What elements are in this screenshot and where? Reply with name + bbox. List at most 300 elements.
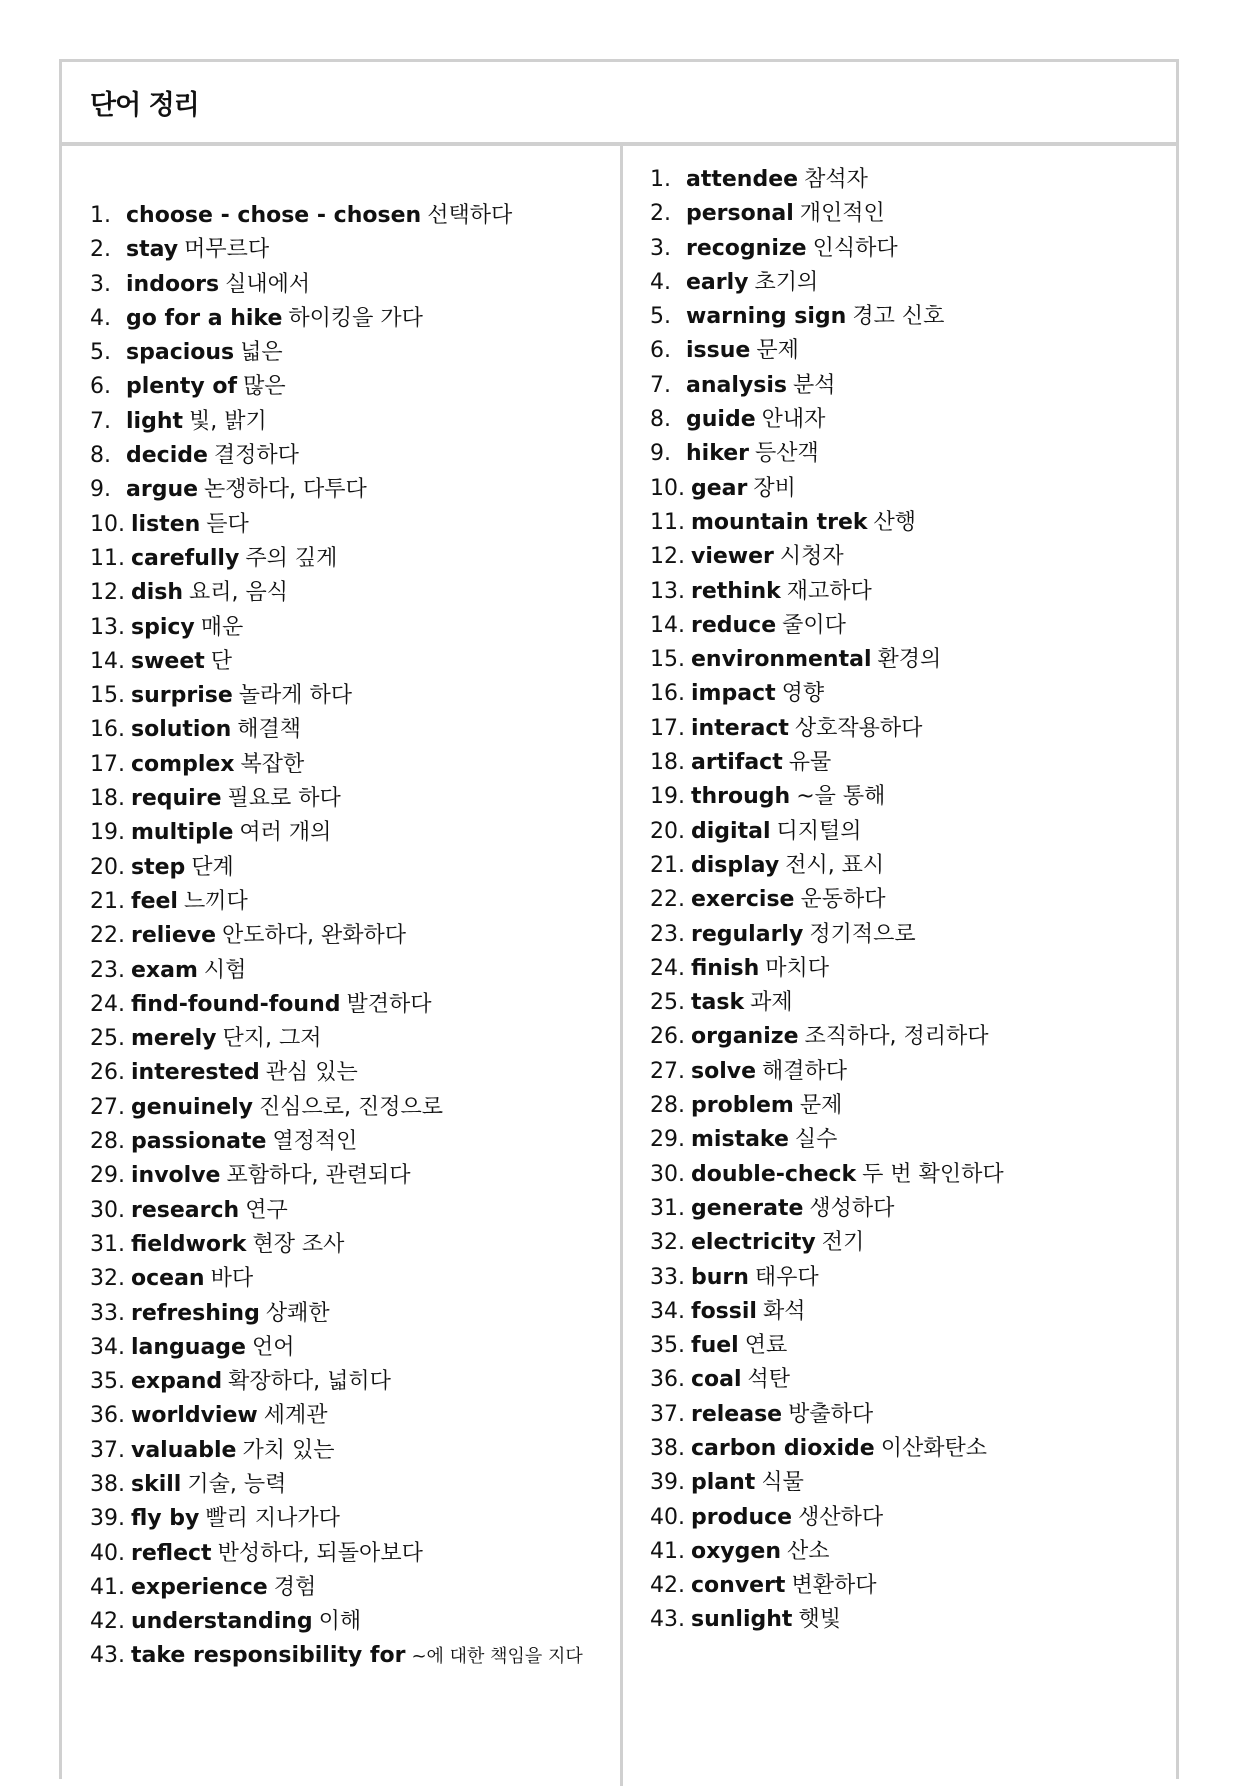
vocab-term: electricity — [691, 1230, 816, 1256]
vocab-meaning: 기술, 능력 — [187, 1471, 287, 1497]
vocab-meaning: 듣다 — [206, 511, 249, 537]
vocab-item — [90, 1399, 583, 1433]
vocab-meaning: 영향 — [781, 681, 825, 707]
vocab-number: 29. — [90, 1163, 125, 1189]
vocab-item — [90, 233, 583, 267]
vocab-term: through — [691, 784, 791, 810]
vocabulary-columns — [62, 146, 1176, 1786]
vocab-term: complex — [131, 751, 235, 777]
vocab-meaning: 진심으로, 진정으로 — [259, 1094, 444, 1120]
vocab-meaning: 인식하다 — [812, 235, 898, 261]
vocab-term: ocean — [131, 1266, 205, 1292]
vocab-item — [650, 1329, 1004, 1363]
vocab-meaning: 경험 — [273, 1574, 317, 1600]
vocab-item — [650, 952, 1004, 986]
vocab-item — [650, 986, 1004, 1020]
vocab-item — [650, 1501, 1004, 1535]
vocab-term: produce — [691, 1504, 793, 1530]
vocab-meaning: 경고 신호 — [852, 304, 945, 330]
vocab-meaning: 시험 — [203, 957, 247, 983]
vocab-term: generate — [691, 1195, 804, 1221]
title-bar — [62, 62, 1176, 146]
vocab-meaning: 초기의 — [754, 269, 819, 295]
vocab-item — [650, 712, 1004, 746]
vocab-term: finish — [691, 955, 760, 981]
vocab-number: 41. — [90, 1574, 125, 1600]
vocabulary-list-left — [90, 199, 583, 1674]
vocab-meaning: 열정적인 — [272, 1129, 358, 1155]
vocab-term: fossil — [691, 1298, 757, 1324]
vocab-item — [90, 199, 583, 233]
vocab-term: solve — [691, 1058, 757, 1084]
vocab-item — [90, 473, 583, 507]
vocab-number: 25. — [90, 1026, 125, 1052]
vocab-number: 36. — [90, 1403, 125, 1429]
vocab-number: 1. — [90, 203, 111, 228]
vocab-number: 40. — [650, 1504, 685, 1530]
vocab-meaning: 전기 — [821, 1230, 865, 1256]
vocab-number: 14. — [650, 612, 685, 638]
vocab-term: experience — [131, 1574, 268, 1600]
vocab-meaning: 연구 — [245, 1197, 288, 1223]
vocab-meaning: ~을 통해 — [796, 784, 886, 810]
vocab-meaning: 해결하다 — [762, 1058, 848, 1084]
vocab-term: recognize — [686, 235, 807, 261]
vocab-term: take responsibility for — [131, 1643, 406, 1669]
vocab-number: 23. — [650, 921, 685, 947]
vocab-term: valuable — [131, 1437, 237, 1463]
vocab-number: 31. — [650, 1195, 685, 1221]
vocab-item — [650, 163, 1004, 197]
vocab-number: 26. — [90, 1060, 125, 1086]
vocab-number: 20. — [650, 818, 685, 844]
vocab-item — [90, 919, 583, 953]
vocab-term: fly by — [131, 1506, 200, 1532]
vocab-meaning: 넓은 — [240, 340, 283, 366]
vocab-term: release — [691, 1401, 783, 1427]
vocab-number: 40. — [90, 1540, 125, 1566]
vocab-item — [90, 1434, 583, 1468]
vocab-item — [90, 302, 583, 336]
vocab-number: 10. — [90, 511, 125, 537]
vocab-meaning: ~에 대한 책임을 지다 — [411, 1646, 583, 1668]
vocab-number: 5. — [650, 304, 671, 330]
vocab-item — [650, 780, 1004, 814]
vocab-item — [90, 679, 583, 713]
vocab-term: personal — [686, 201, 794, 227]
vocab-meaning: 햇빛 — [798, 1607, 841, 1633]
vocab-meaning: 식물 — [761, 1470, 804, 1496]
vocab-term: argue — [126, 477, 199, 503]
vocab-item — [650, 746, 1004, 780]
vocab-number: 30. — [90, 1197, 125, 1223]
vocab-term: skill — [131, 1471, 182, 1497]
vocab-meaning: 문제 — [756, 338, 799, 364]
vocab-item — [650, 1089, 1004, 1123]
vocab-item — [90, 1331, 583, 1365]
vocab-meaning: 변환하다 — [791, 1573, 877, 1599]
vocab-meaning: 참석자 — [804, 167, 868, 192]
vocab-item — [90, 1571, 583, 1605]
vocab-meaning: 많은 — [243, 374, 286, 400]
vocab-number: 35. — [90, 1369, 125, 1395]
vocab-term: digital — [691, 818, 771, 844]
vocab-meaning: 안내자 — [761, 407, 826, 433]
vocab-number: 4. — [650, 269, 671, 295]
vocab-number: 29. — [650, 1127, 685, 1153]
vocab-meaning: 하이킹을 가다 — [288, 305, 423, 331]
vocab-meaning: 단계 — [191, 854, 234, 880]
vocab-number: 2. — [650, 201, 671, 227]
vocab-item — [650, 883, 1004, 917]
vocab-number: 38. — [90, 1471, 125, 1497]
vocab-item — [90, 1365, 583, 1399]
vocab-meaning: 언어 — [251, 1334, 295, 1360]
vocab-term: impact — [691, 681, 776, 707]
vocab-number: 24. — [650, 955, 685, 981]
vocab-number: 34. — [650, 1298, 685, 1324]
vocab-number: 17. — [650, 715, 685, 741]
vocab-item — [90, 1022, 583, 1056]
vocab-meaning: 디지털의 — [776, 818, 862, 844]
vocab-term: interested — [131, 1060, 260, 1086]
vocab-item — [90, 405, 583, 439]
vocab-term: issue — [686, 338, 751, 364]
vocab-meaning: 방출하다 — [788, 1401, 874, 1427]
vocab-term: surprise — [131, 683, 233, 709]
vocab-item — [90, 713, 583, 747]
vocab-term: interact — [691, 715, 789, 741]
vocab-meaning: 확장하다, 넓히다 — [228, 1369, 391, 1395]
vocab-term: feel — [131, 888, 178, 914]
vocab-meaning: 상호작용하다 — [794, 715, 923, 741]
vocab-number: 7. — [650, 372, 671, 398]
vocab-number: 9. — [90, 477, 111, 503]
vocab-term: understanding — [131, 1609, 313, 1635]
vocab-number: 33. — [650, 1264, 685, 1290]
vocab-number: 37. — [90, 1437, 125, 1463]
vocab-term: require — [131, 786, 222, 812]
vocab-meaning: 전시, 표시 — [785, 852, 885, 878]
vocab-item — [90, 439, 583, 473]
vocab-term: spacious — [126, 340, 235, 366]
vocab-number: 6. — [650, 338, 671, 364]
vocab-meaning: 문제 — [799, 1093, 843, 1119]
vocab-meaning: 유물 — [788, 750, 832, 776]
vocab-term: reduce — [691, 612, 777, 638]
vocab-item — [650, 300, 1004, 334]
vocab-number: 13. — [650, 578, 685, 604]
vocab-term: gear — [691, 475, 748, 501]
vocab-item — [90, 851, 583, 885]
vocab-number: 18. — [90, 786, 125, 812]
vocab-meaning: 분석 — [792, 372, 836, 398]
vocab-item — [650, 1020, 1004, 1054]
vocab-number: 7. — [90, 408, 111, 434]
vocab-item — [90, 370, 583, 404]
vocab-item — [650, 1432, 1004, 1466]
vocab-term: environmental — [691, 647, 872, 673]
vocab-item — [90, 1605, 583, 1639]
vocab-meaning: 가치 있는 — [242, 1437, 335, 1463]
vocab-number: 27. — [650, 1058, 685, 1084]
vocab-term: multiple — [131, 820, 234, 846]
vocab-meaning: 환경의 — [877, 647, 942, 673]
vocab-number: 39. — [90, 1506, 125, 1532]
vocab-meaning: 운동하다 — [800, 887, 886, 913]
vocab-meaning: 이해 — [318, 1609, 362, 1635]
vocab-term: warning sign — [686, 304, 847, 330]
vocab-meaning: 장비 — [753, 475, 796, 501]
vocab-number: 32. — [90, 1266, 125, 1292]
vocab-term: research — [131, 1197, 240, 1223]
vocab-meaning: 줄이다 — [782, 612, 846, 638]
vocab-term: double-check — [691, 1161, 857, 1187]
vocab-term: oxygen — [691, 1538, 781, 1564]
vocab-item — [90, 1297, 583, 1331]
vocab-meaning: 안도하다, 완화하다 — [222, 923, 407, 949]
vocab-number: 41. — [650, 1538, 685, 1564]
vocab-number: 6. — [90, 374, 111, 400]
vocab-number: 14. — [90, 648, 125, 674]
vocab-term: merely — [131, 1026, 217, 1052]
vocab-number: 11. — [650, 509, 685, 535]
vocab-meaning: 필요로 하다 — [227, 786, 341, 812]
vocabulary-sheet — [59, 59, 1179, 1779]
vocab-meaning: 태우다 — [754, 1264, 819, 1290]
vocab-term: attendee — [686, 167, 799, 192]
vocab-term: task — [691, 990, 745, 1016]
vocab-term: listen — [131, 511, 201, 537]
vocab-number: 22. — [650, 887, 685, 913]
vocab-item — [650, 266, 1004, 300]
vocab-term: choose - chose - chosen — [126, 203, 422, 228]
vocab-item — [90, 542, 583, 576]
vocab-meaning: 산행 — [873, 509, 917, 535]
vocab-term: relieve — [131, 923, 217, 949]
page-title: 단어 정리 — [90, 89, 199, 121]
vocab-term: early — [686, 269, 749, 295]
vocab-item — [650, 472, 1004, 506]
vocab-term: plenty of — [126, 374, 238, 400]
vocab-item — [90, 782, 583, 816]
vocab-meaning: 결정하다 — [213, 443, 299, 469]
vocab-item — [90, 1159, 583, 1193]
vocab-meaning: 재고하다 — [786, 578, 872, 604]
vocab-number: 11. — [90, 545, 125, 571]
vocab-meaning: 조직하다, 정리하다 — [804, 1024, 989, 1050]
vocab-item — [90, 1468, 583, 1502]
vocab-term: guide — [686, 407, 756, 433]
vocab-term: organize — [691, 1024, 799, 1050]
vocab-term: reflect — [131, 1540, 212, 1566]
vocab-meaning: 관심 있는 — [265, 1060, 358, 1086]
vocab-number: 8. — [650, 407, 671, 433]
vocab-term: fuel — [691, 1333, 739, 1359]
vocab-meaning: 머무르다 — [184, 237, 270, 263]
vocab-number: 24. — [90, 991, 125, 1017]
vocab-item — [90, 508, 583, 542]
vocab-term: spicy — [131, 614, 195, 640]
vocab-number: 10. — [650, 475, 685, 501]
vocab-item — [650, 918, 1004, 952]
vocab-meaning: 실수 — [794, 1127, 838, 1153]
vocab-meaning: 화석 — [762, 1298, 806, 1324]
vocab-number: 22. — [90, 923, 125, 949]
vocab-number: 12. — [650, 544, 685, 570]
vocab-meaning: 빛, 밝기 — [189, 408, 267, 434]
vocab-number: 19. — [650, 784, 685, 810]
vocab-meaning: 포함하다, 관련되다 — [226, 1163, 411, 1189]
vocab-item — [650, 506, 1004, 540]
vocab-meaning: 마치다 — [765, 955, 830, 981]
vocab-number: 21. — [90, 888, 125, 914]
vocab-number: 23. — [90, 957, 125, 983]
vocab-term: analysis — [686, 372, 787, 398]
vocab-number: 28. — [650, 1093, 685, 1119]
vocab-number: 15. — [650, 647, 685, 673]
vocab-item — [650, 1192, 1004, 1226]
vocab-meaning: 매운 — [200, 614, 244, 640]
vocab-number: 16. — [90, 717, 125, 743]
vocab-term: exercise — [691, 887, 795, 913]
vocab-term: sunlight — [691, 1607, 793, 1633]
vocab-number: 36. — [650, 1367, 685, 1393]
vocab-number: 2. — [90, 237, 111, 263]
vocab-number: 3. — [90, 271, 111, 297]
vocab-item — [90, 1262, 583, 1296]
vocab-term: passionate — [131, 1129, 267, 1155]
vocab-number: 33. — [90, 1300, 125, 1326]
vocab-term: worldview — [131, 1403, 258, 1429]
vocab-item — [650, 369, 1004, 403]
vocab-item — [650, 609, 1004, 643]
vocab-number: 43. — [90, 1643, 125, 1669]
vocab-number: 39. — [650, 1470, 685, 1496]
vocab-number: 42. — [90, 1609, 125, 1635]
vocab-item — [650, 575, 1004, 609]
vocab-term: genuinely — [131, 1094, 253, 1120]
vocab-item — [650, 1295, 1004, 1329]
vocab-item — [650, 1158, 1004, 1192]
vocab-number: 20. — [90, 854, 125, 880]
vocab-item — [650, 815, 1004, 849]
vocab-item — [650, 677, 1004, 711]
vocab-term: decide — [126, 443, 208, 469]
vocab-meaning: 석탄 — [747, 1367, 791, 1393]
vocab-meaning: 과제 — [750, 990, 793, 1016]
vocab-meaning: 느끼다 — [183, 888, 248, 914]
vocab-meaning: 생성하다 — [809, 1195, 895, 1221]
vocabulary-list-right — [650, 163, 1004, 1638]
vocab-item — [90, 645, 583, 679]
vocab-item — [90, 885, 583, 919]
vocab-item — [90, 1228, 583, 1262]
vocab-term: find-found-found — [131, 991, 341, 1017]
vocab-number: 18. — [650, 750, 685, 776]
vocab-number: 21. — [650, 852, 685, 878]
vocab-item — [90, 816, 583, 850]
vocab-meaning: 반성하다, 되돌아보다 — [217, 1540, 423, 1566]
vocab-number: 1. — [650, 167, 671, 192]
vocab-item — [90, 1639, 583, 1673]
vocab-meaning: 발견하다 — [346, 991, 432, 1017]
vocab-term: carefully — [131, 545, 240, 571]
vocab-meaning: 등산객 — [755, 441, 819, 467]
vocab-meaning: 논쟁하다, 다투다 — [204, 477, 367, 503]
vocab-meaning: 요리, 음식 — [189, 580, 289, 606]
vocab-item — [650, 1535, 1004, 1569]
vocab-item — [650, 1123, 1004, 1157]
vocab-number: 16. — [650, 681, 685, 707]
vocab-number: 30. — [650, 1161, 685, 1187]
vocab-term: artifact — [691, 750, 783, 776]
vocab-item — [650, 437, 1004, 471]
vocab-item — [650, 1363, 1004, 1397]
vocab-term: burn — [691, 1264, 749, 1290]
vocab-item — [650, 334, 1004, 368]
vocab-term: mistake — [691, 1127, 789, 1153]
vocab-meaning: 세계관 — [263, 1403, 328, 1429]
vocab-item — [650, 232, 1004, 266]
vocab-item — [650, 197, 1004, 231]
vocab-meaning: 개인적인 — [799, 201, 885, 227]
vocab-number: 32. — [650, 1230, 685, 1256]
vocab-meaning: 주의 깊게 — [245, 545, 338, 571]
vocab-item — [90, 1537, 583, 1571]
vocab-number: 15. — [90, 683, 125, 709]
vocab-term: carbon dioxide — [691, 1435, 875, 1461]
vocab-meaning: 실내에서 — [225, 271, 311, 297]
vocab-meaning: 빨리 지나가다 — [205, 1506, 340, 1532]
vocab-item — [650, 1261, 1004, 1295]
vocab-number: 5. — [90, 340, 111, 366]
column-divider — [620, 146, 623, 1786]
vocab-item — [650, 643, 1004, 677]
vocab-term: viewer — [691, 544, 774, 570]
vocab-meaning: 시청자 — [779, 544, 844, 570]
vocab-number: 3. — [650, 235, 671, 261]
vocab-meaning: 해결책 — [237, 717, 302, 743]
vocab-meaning: 단지, 그저 — [222, 1026, 322, 1052]
vocab-term: mountain trek — [691, 509, 868, 535]
vocab-item — [90, 1194, 583, 1228]
vocab-item — [90, 611, 583, 645]
vocab-term: coal — [691, 1367, 742, 1393]
vocab-number: 34. — [90, 1334, 125, 1360]
vocab-term: expand — [131, 1369, 223, 1395]
vocab-number: 12. — [90, 580, 125, 606]
vocab-meaning: 단 — [210, 648, 233, 674]
vocab-term: convert — [691, 1573, 786, 1599]
vocab-number: 31. — [90, 1231, 125, 1257]
vocab-item — [90, 576, 583, 610]
vocab-term: rethink — [691, 578, 781, 604]
vocab-number: 25. — [650, 990, 685, 1016]
vocab-number: 26. — [650, 1024, 685, 1050]
vocab-meaning: 현장 조사 — [252, 1231, 345, 1257]
vocab-term: go for a hike — [126, 305, 283, 331]
vocab-meaning: 상쾌한 — [265, 1300, 330, 1326]
vocab-number: 13. — [90, 614, 125, 640]
vocab-term: stay — [126, 237, 179, 263]
vocab-meaning: 바다 — [210, 1266, 254, 1292]
vocab-meaning: 생산하다 — [798, 1504, 884, 1530]
vocab-term: dish — [131, 580, 184, 606]
vocab-item — [90, 988, 583, 1022]
vocab-number: 35. — [650, 1333, 685, 1359]
vocab-item — [90, 1091, 583, 1125]
